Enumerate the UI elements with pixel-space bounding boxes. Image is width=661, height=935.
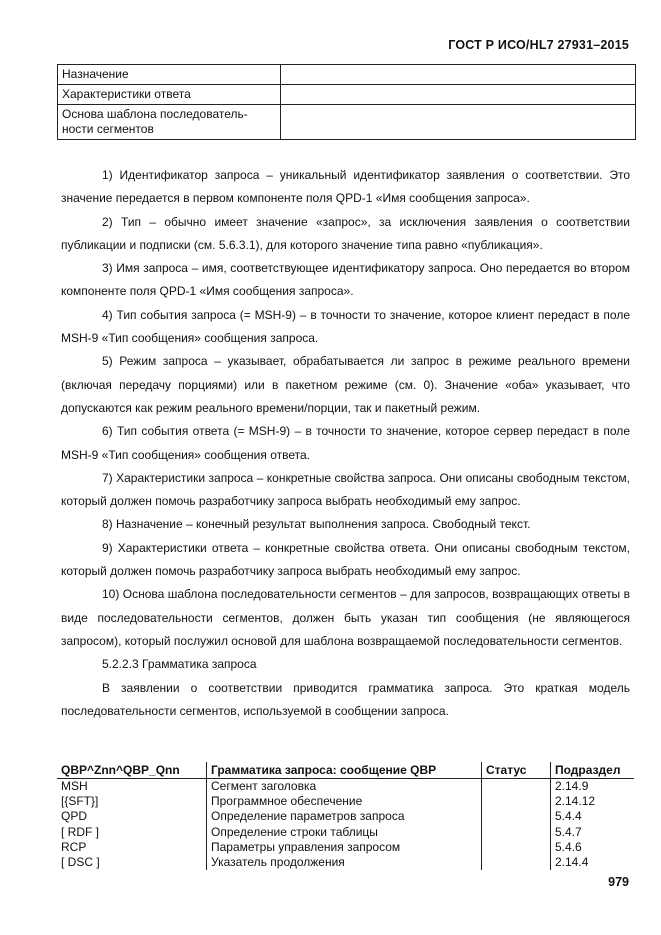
paragraph: 5) Режим запроса – указывает, обрабатывается ли запрос в режиме реального времени (включая передачу порциями) или в пакетном режиме (см. 0). Значение «оба» указывает, что допускаются как режим реального времени/порции, так и пакетный режим. xyxy=(61,354,630,415)
paragraph: 1) Идентификатор запроса – уникальный идентификатор заявления о соответствии. Это значение передается в первом компоненте поля QPD-1 «Имя сообщения запроса». xyxy=(61,168,630,206)
body-text xyxy=(61,164,630,723)
table-row xyxy=(57,855,634,870)
description-cell: Программное обеспечение xyxy=(207,794,482,809)
section-heading: 5.2.2.3 Грамматика запроса xyxy=(102,657,257,672)
subsection-cell: 2.14.12 xyxy=(555,794,596,809)
query-attributes-table xyxy=(57,64,636,140)
column-header: QBP^Znn^QBP_Qnn xyxy=(57,762,207,779)
status-cell xyxy=(482,809,551,824)
page-number: 979 xyxy=(608,875,629,889)
status-cell xyxy=(482,794,551,809)
paragraph: 2) Тип – обычно имеет значение «запрос», за исключения заявления о соответствии публикации и подписки (см. 5.6.3.1), для которого значение типа равно «публикация». xyxy=(61,214,630,252)
column-header: Грамматика запроса: сообщение QBP xyxy=(207,762,482,779)
column-header: Подраздел xyxy=(551,762,635,779)
paragraph: 4) Тип события запроса (= MSH-9) – в точности то значение, которое клиент передаст в поле MSH-9 «Тип сообщения» сообщения запроса. xyxy=(61,307,630,346)
subsection-cell: 2.14.9 xyxy=(555,779,589,793)
description-cell: Определение параметров запроса xyxy=(207,809,482,824)
segment-cell: RCP xyxy=(57,840,207,855)
description-cell: Параметры управления запросом xyxy=(207,840,482,855)
subsection-cell: 2.14.4 xyxy=(555,855,589,870)
table-cell-value xyxy=(281,85,636,105)
paragraph: 10) Основа шаблона последовательности сегментов – для запросов, возвращающих ответы в виде последовательности сегментов, должен быть указан тип сообщения (не являющегося запросом), который послужил основой для шаблона возвращаемой последовательности сегментов. xyxy=(61,587,630,648)
segment-cell: [{SFT}] xyxy=(57,794,207,809)
status-cell xyxy=(482,840,551,855)
paragraph: 3) Имя запроса – имя, соответствующее идентификатору запроса. Оно передается во втором компоненте поля QPD-1 «Имя сообщения запроса». xyxy=(61,261,630,299)
table-row xyxy=(57,840,634,855)
table-header-row xyxy=(57,762,634,779)
description-cell: Указатель продолжения xyxy=(207,855,482,870)
paragraph: 6) Тип события ответа (= MSH-9) – в точности то значение, которое сервер передаст в поле MSH-9 «Тип сообщения» сообщения ответа. xyxy=(61,424,630,462)
status-cell xyxy=(482,825,551,840)
table-cell-label: Характеристики ответа xyxy=(58,85,281,105)
paragraph: 9) Характеристики ответа – конкретные свойства ответа. Они описаны свободным текстом, который должен помочь разработчику запроса выбрать необходимый ему запрос. xyxy=(61,540,630,579)
table-row xyxy=(57,794,634,809)
table-row xyxy=(58,105,636,140)
table-cell-value xyxy=(281,65,636,85)
segment-cell: MSH xyxy=(57,779,207,795)
status-cell xyxy=(482,779,551,795)
subsection-cell: 5.4.7 xyxy=(555,824,582,839)
description-cell: Определение строки таблицы xyxy=(207,825,482,840)
table-row xyxy=(57,809,634,824)
paragraph: В заявлении о соответствии приводится грамматика запроса. Это краткая модель последовательности сегментов, используемой в сообщении запроса. xyxy=(61,680,630,718)
table-cell-value xyxy=(281,105,636,140)
query-grammar-table xyxy=(57,762,634,870)
description-cell: Сегмент заголовка xyxy=(207,779,482,795)
segment-cell: [ DSC ] xyxy=(57,855,207,870)
column-header: Статус xyxy=(482,762,551,779)
table-row xyxy=(57,825,634,840)
table-row xyxy=(58,85,636,105)
table-row xyxy=(57,779,634,795)
document-header: ГОСТ Р ИСО/HL7 27931–2015 xyxy=(448,38,629,52)
table-row xyxy=(58,65,636,85)
paragraph: 8) Назначение – конечный результат выполнения запроса. Свободный текст. xyxy=(102,517,531,532)
table-cell-label: Назначение xyxy=(58,65,281,85)
segment-cell: [ RDF ] xyxy=(57,825,207,840)
subsection-cell: 5.4.6 xyxy=(555,839,582,854)
table-cell-label: Основа шаблона последователь-ности сегментов xyxy=(58,105,281,140)
subsection-cell: 5.4.4 xyxy=(555,809,582,824)
paragraph: 7) Характеристики запроса – конкретные свойства запроса. Они описаны свободным текстом, который должен помочь разработчику запроса выбрать необходимый ему запрос. xyxy=(61,470,630,509)
segment-cell: QPD xyxy=(57,809,207,824)
status-cell xyxy=(482,855,551,870)
